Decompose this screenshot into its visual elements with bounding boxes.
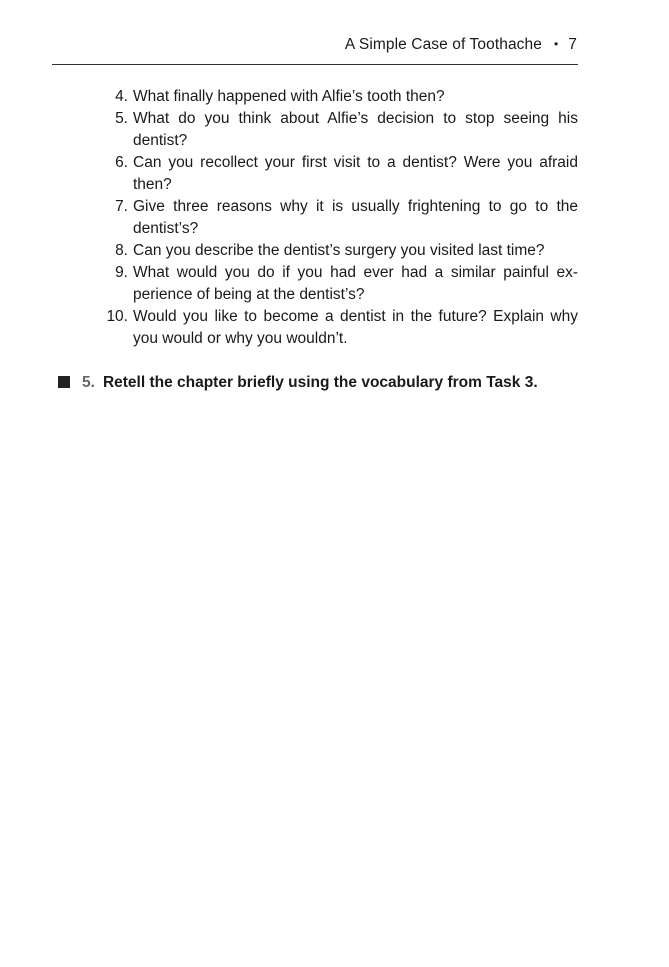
task-bullet-icon bbox=[58, 376, 70, 388]
question-text: What would you do if you had ever had a similar painful ex-perience of being at the dentist’s? bbox=[133, 264, 578, 303]
question-text: What finally happened with Alfie’s tooth then? bbox=[133, 88, 445, 105]
header-separator: • bbox=[553, 37, 559, 51]
question-text: Can you recollect your first visit to a dentist? Were you afraid then? bbox=[133, 154, 578, 193]
question-item bbox=[98, 196, 578, 240]
question-text: Can you describe the dentist’s surgery you visited last time? bbox=[133, 242, 545, 259]
question-number: 8. bbox=[115, 242, 128, 259]
question-text: What do you think about Alfie’s decision to stop seeing his dentist? bbox=[133, 110, 578, 149]
question-item bbox=[98, 86, 578, 108]
page-number: 7 bbox=[568, 36, 577, 53]
question-number: 9. bbox=[115, 264, 128, 281]
question-item bbox=[98, 240, 578, 262]
running-head bbox=[52, 36, 577, 54]
question-text: Would you like to become a dentist in the future? Explain why you would or why you wouldn’t. bbox=[133, 308, 578, 347]
question-item bbox=[98, 306, 578, 350]
task-text: Retell the chapter briefly using the vocabulary from Task 3. bbox=[102, 374, 538, 391]
question-item bbox=[98, 262, 578, 306]
question-item bbox=[98, 108, 578, 152]
question-number: 7. bbox=[115, 198, 128, 215]
task-number: 5. bbox=[82, 374, 95, 391]
question-number: 4. bbox=[115, 88, 128, 105]
question-number: 6. bbox=[115, 154, 128, 171]
question-number: 5. bbox=[115, 110, 128, 127]
chapter-title: A Simple Case of Toothache bbox=[344, 36, 542, 53]
question-item bbox=[98, 152, 578, 196]
task-heading bbox=[58, 372, 578, 394]
header-rule bbox=[52, 64, 578, 65]
question-text: Give three reasons why it is usually frightening to go to the dentist’s? bbox=[133, 198, 578, 237]
question-number: 10. bbox=[106, 308, 128, 325]
question-list bbox=[98, 86, 578, 350]
